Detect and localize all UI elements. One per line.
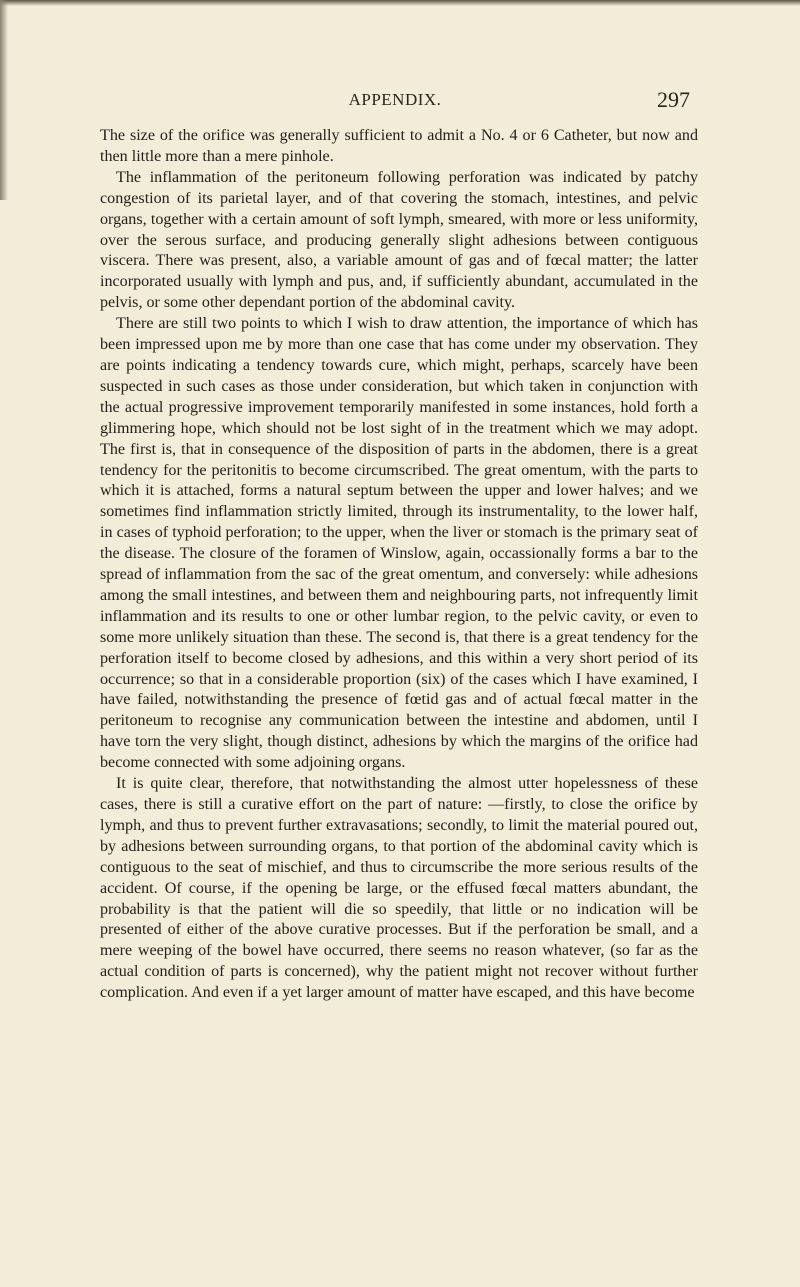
page-left-edge [0,0,8,200]
running-title: APPENDIX. [348,90,442,109]
page-top-edge [0,0,800,6]
paragraph: There are still two points to which I wish to draw attention, the importance of which has been impressed upon me by more than one case that has come under my observation. They are points indicating a tendency towards cure, which might, perhaps, scarcely have been suspected in such cases as those under consideration, but which taken in conjunction with the actual progressive improvement temporarily manifested in some instances, hold forth a glimmering hope, which should not be lost sight of in the treatment which we may adopt. The first is, that in consequence of the disposition of parts in the abdomen, there is a great tendency for the peritonitis to become circumscribed. The great omentum, with the parts to which it is attached, forms a natural septum between the upper and lower halves; and we sometimes find inflammation strictly limited, through its instrumentality, to the lower half, in cases of typhoid perforation; to the upper, when the liver or stomach is the primary seat of the disease. The closure of the foramen of Winslow, again, occassionally forms a bar to the spread of inflammation from the sac of the great omentum, and conversely: while adhesions among the small intestines, and between them and neighbouring parts, not infrequently limit inflammation and its results to one or other lumbar region, to the pelvic cavity, or even to some more unlikely situation than these. The second is, that there is a great tendency for the perforation itself to become closed by adhesions, and this within a very short period of its occurrence; so that in a considerable proportion (six) of the cases which I have examined, I have failed, notwithstanding the presence of fœtid gas and of actual fœcal matter in the peritoneum to recognise any communication between the intestine and abdomen, until I have torn the very slight, though distinct, adhesions by which the margins of the orifice had become connected with some adjoining organs. [100,315,698,772]
page-number: 297 [657,87,690,112]
paragraph: It is quite clear, therefore, that notwithstanding the almost utter hopelessness of these cases, there is still a curative effort on the part of nature: —firstly, to close the orifice by lymph, and thus to prevent further extravasations; secondly, to limit the material poured out, by adhesions between surrounding organs, to that portion of the abdominal cavity which is contiguous to the seat of mischief, and thus to circumscribe the more serious results of the accident. Of course, if the opening be large, or the effused fœcal matters abundant, the probability is that the patient will die so speedily, that little or no indication will be presented of either of the above curative processes. But if the perforation be small, and a mere weeping of the bowel have occurred, there seems no reason whatever, (so far as the actual condition of parts is concerned), why the patient might not recover without further complication. And even if a yet larger amount of matter have escaped, and this have become [100,775,698,1002]
running-head [100,88,690,114]
body-text [100,126,698,1004]
paragraph: The inflammation of the peritoneum following perforation was indicated by patchy congestion of its parietal layer, and of that covering the stomach, intestines, and pelvic organs, together with a certain amount of soft lymph, smeared, with more or less uniformity, over the serous surface, and producing generally slight adhesions between contiguous viscera. There was present, also, a variable amount of gas and of fœcal matter; the latter incorporated usually with lymph and pus, and, if sufficiently abundant, accumulated in the pelvis, or some other dependant portion of the abdominal cavity. [100,168,698,312]
paragraph: The size of the orifice was generally sufficient to admit a No. 4 or 6 Catheter, but now and then little more than a mere pinhole. [100,127,698,165]
